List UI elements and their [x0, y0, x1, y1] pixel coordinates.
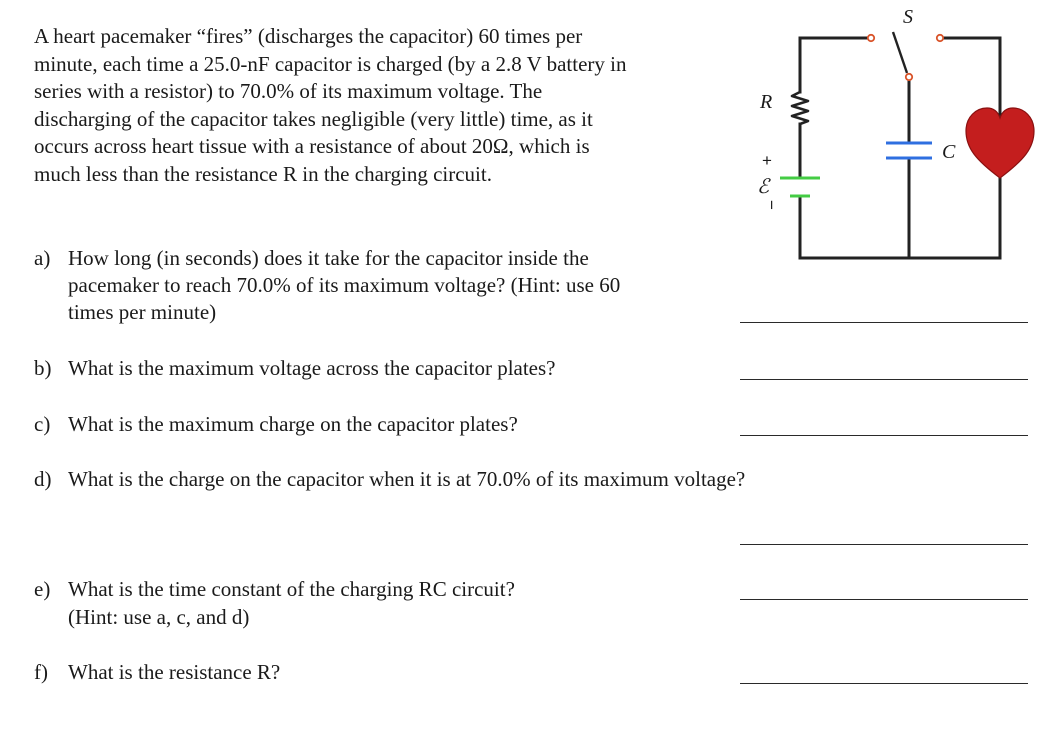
pacemaker-circuit-diagram — [740, 0, 1050, 275]
battery-minus-sign: − — [762, 200, 781, 210]
question-text: What is the charge on the capacitor when it is at 70.0% of its maximum voltage? — [68, 467, 746, 491]
wire-left-top — [800, 38, 868, 92]
answer-line-b[interactable] — [740, 379, 1028, 380]
question-text: pacemaker to reach 70.0% of its maximum voltage? (Hint: use 60 — [68, 273, 621, 297]
question-text: How long (in seconds) does it take for the capacitor inside the — [68, 246, 589, 270]
question-text: What is the resistance R? — [68, 660, 281, 684]
heart-icon — [966, 108, 1034, 178]
question-label: d) — [34, 467, 52, 491]
wire-left-bottom — [800, 213, 1000, 258]
question-text: times per minute) — [68, 300, 217, 324]
question-label: b) — [34, 356, 52, 380]
question-text: What is the maximum charge on the capacitor plates? — [68, 412, 518, 436]
question-label: a) — [34, 246, 51, 270]
resistor-label: R — [760, 91, 773, 113]
problem-statement — [34, 23, 724, 188]
intro-line: discharging of the capacitor takes negligible (very little) time, as it — [34, 106, 593, 131]
intro-line: much less than the resistance R in the charging circuit. — [34, 161, 492, 186]
answer-line-f[interactable] — [740, 683, 1028, 684]
switch-label: S — [903, 6, 913, 28]
question-text: What is the time constant of the charging RC circuit? — [68, 577, 515, 601]
emf-label: ℰ — [757, 176, 770, 198]
capacitor-label: C — [942, 141, 956, 163]
intro-line: occurs across heart tissue with a resistance of about 20Ω, which is — [34, 134, 590, 158]
intro-line: minute, each time a 25.0-nF capacitor is charged (by a 2.8 V battery in — [34, 51, 627, 76]
question-label: c) — [34, 412, 51, 436]
question-text: What is the maximum voltage across the capacitor plates? — [68, 356, 556, 380]
intro-line: series with a resistor) to 70.0% of its maximum voltage. The — [34, 79, 543, 103]
battery-plus-sign: + — [762, 151, 772, 170]
intro-line: A heart pacemaker “fires” (discharges the capacitor) 60 times per — [34, 24, 583, 48]
answer-line-c[interactable] — [740, 435, 1028, 436]
switch-contact-left — [868, 35, 874, 41]
answer-line-d[interactable] — [740, 544, 1028, 545]
switch-arm — [893, 32, 907, 73]
question-label: f) — [34, 660, 48, 684]
question-text: (Hint: use a, c, and d) — [68, 605, 250, 629]
resistor-zigzag — [792, 92, 808, 124]
question-label: e) — [34, 577, 51, 601]
answer-line-a[interactable] — [740, 322, 1028, 323]
answer-line-e[interactable] — [740, 599, 1028, 600]
switch-pivot — [906, 74, 912, 80]
switch-contact-right — [937, 35, 943, 41]
